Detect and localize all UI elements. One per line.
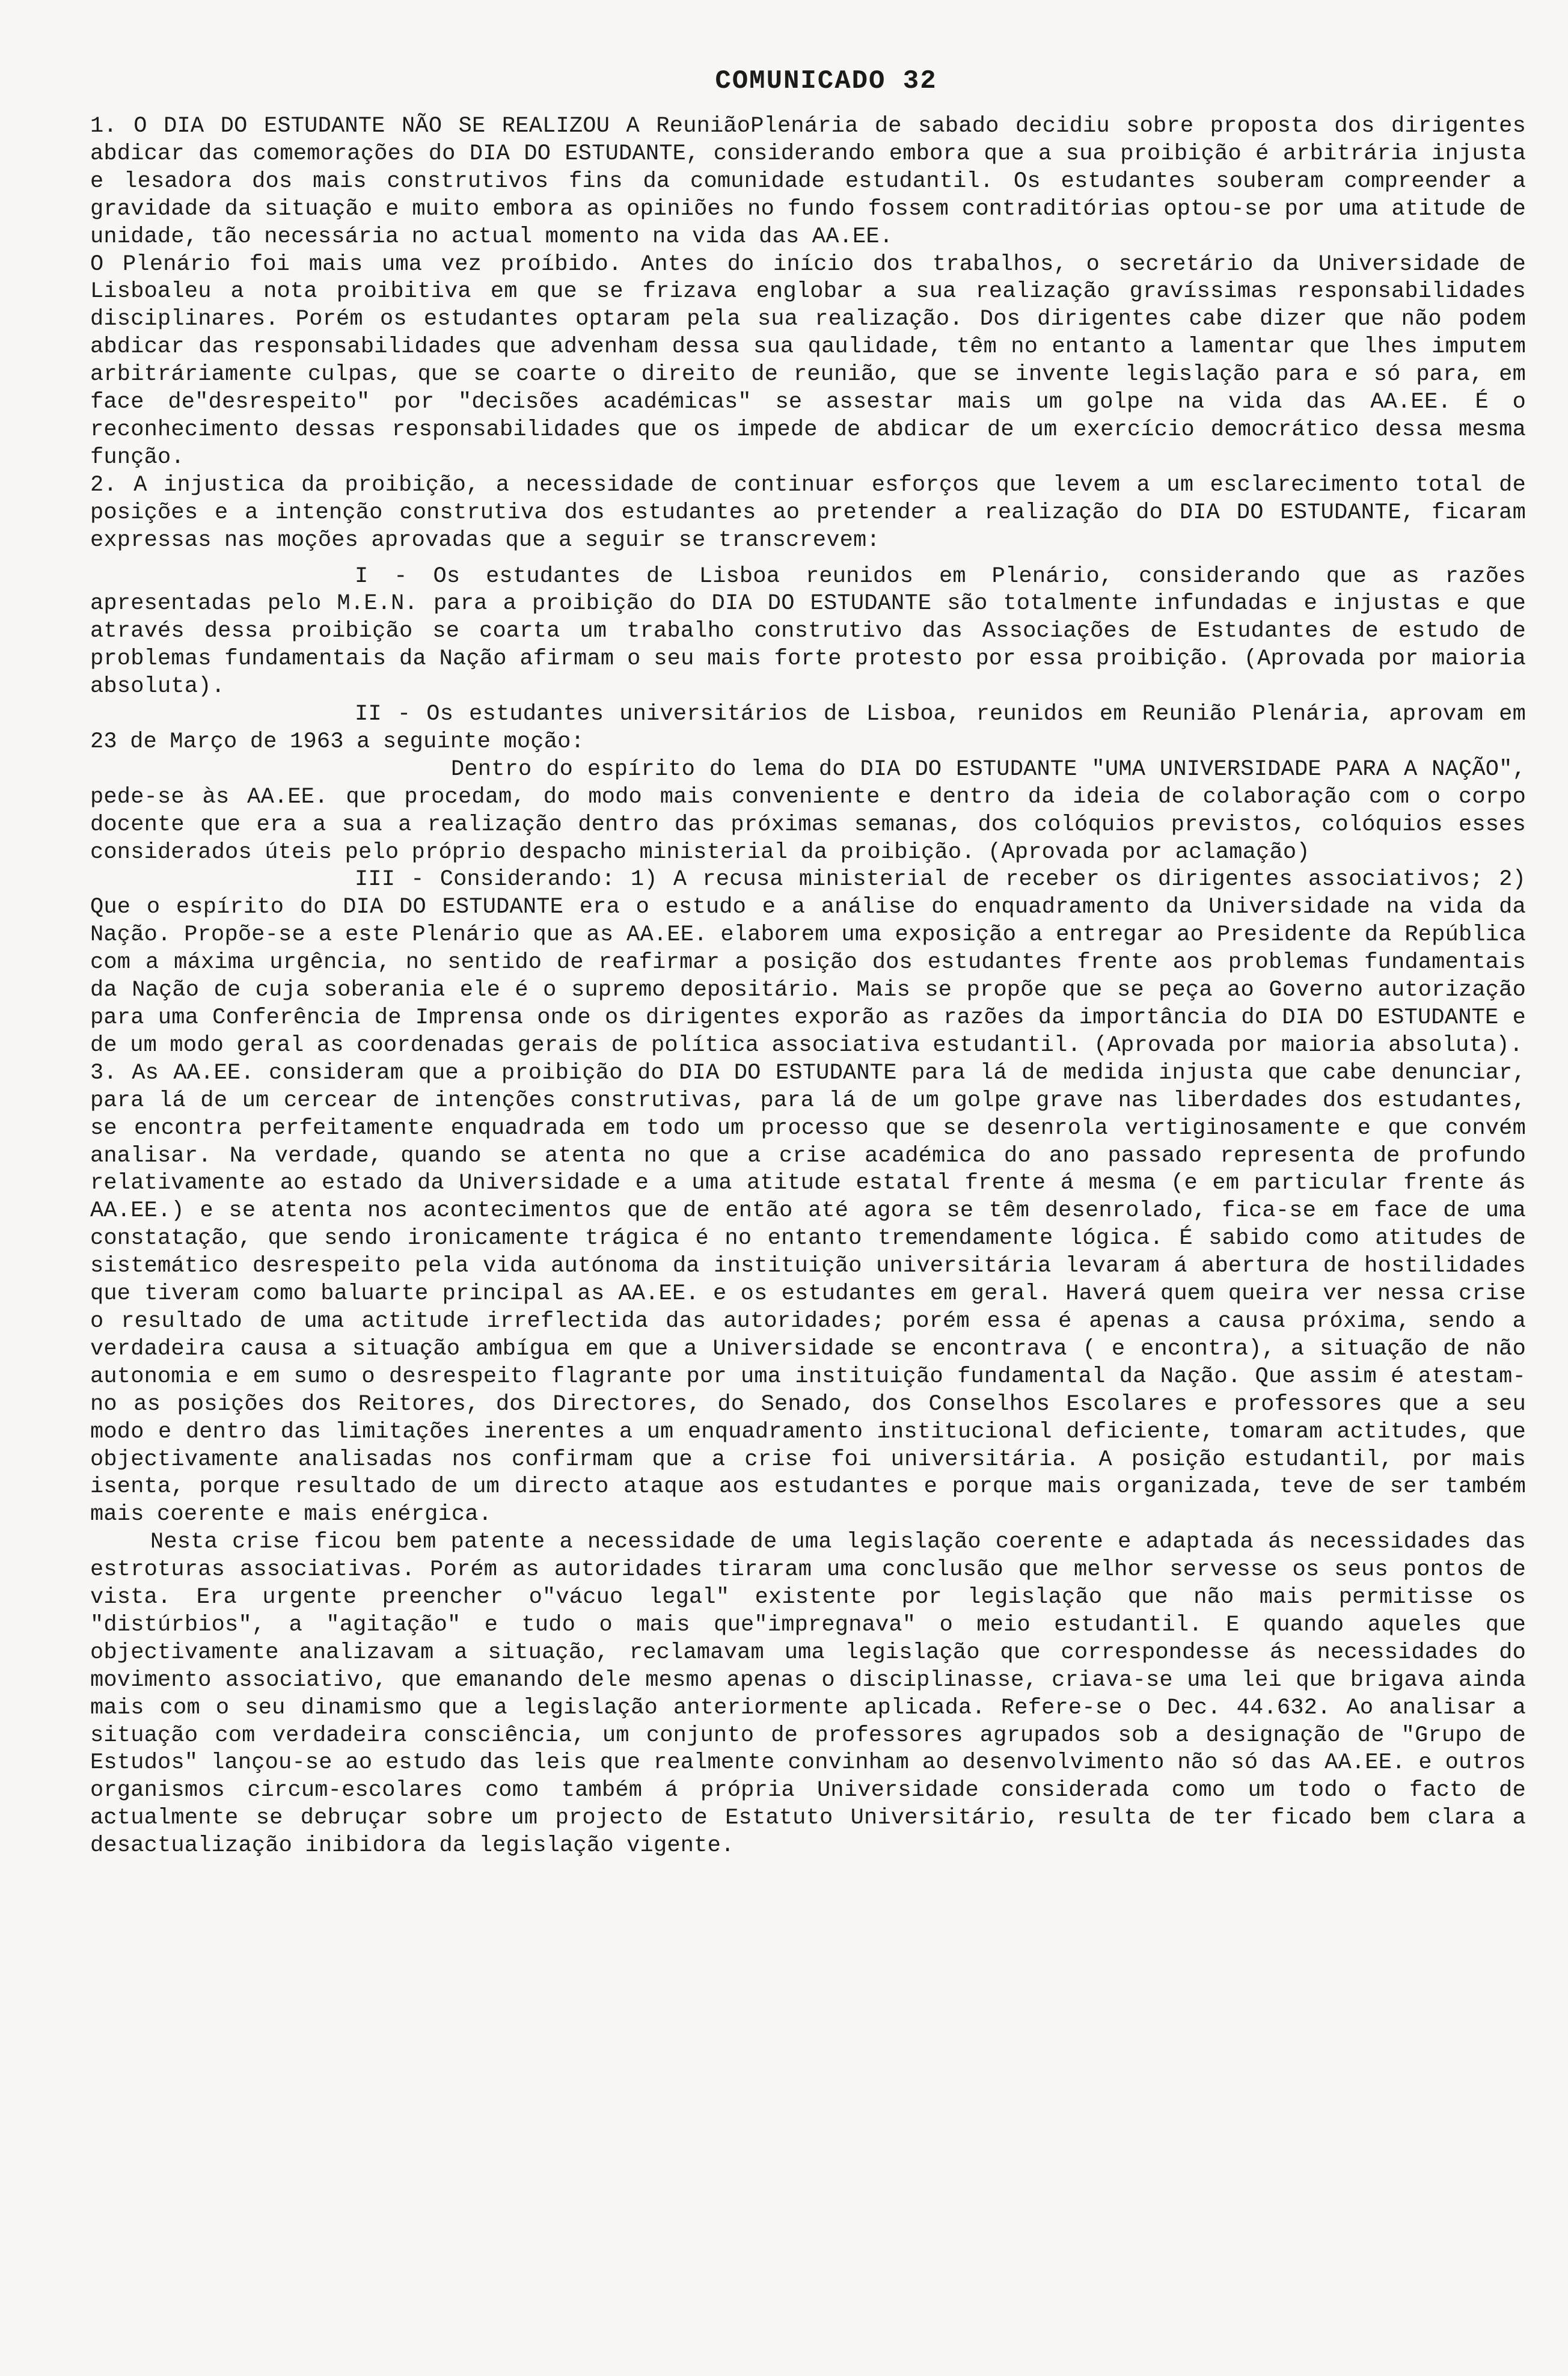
motion-2-text: Dentro do espírito do lema do DIA DO ESTUDANTE "UMA UNIVERSIDADE PARA A NAÇÃO", pede-se às AA.EE. que procedam, do modo mais conveniente e dentro da ideia de colaboração com o corpo docente que era a sua a realização dentro das próximas semanas, dos colóquios previstos, colóquios esses considerados úteis pelo próprio despacho ministerial da proibição. (Aprovada por aclamação) (90, 756, 1526, 865)
paragraph-4: 3. As AA.EE. consideram que a proibição do DIA DO ESTUDANTE para lá de medida injusta que cabe denunciar, para lá de um cercear de intenções construtivas, para lá de um golpe grave nas liberdades dos estudantes, se encontra perfeitamente enquadrada em todo um processo que se desenrola vertiginosamente e que convém analisar. Na verdade, quando se atenta no que a crise académica do ano passado representa de profundo relativamente ao estado da Universidade e a uma atitude estatal frente á mesma (e em particular frente ás AA.EE.) e se atenta nos acontecimentos que de então até agora se têm desenrolado, fica-se em face de uma constatação, que sendo ironicamente trágica é no entanto tremendamente lógica. É sabido como atitudes de sistemático desrespeito pela vida autónoma da instituição universitária levaram á abertura de hostilidades que tiveram como baluarte principal as AA.EE. e os estudantes em geral. Haverá quem queira ver nessa crise o resultado de uma actitude irreflectida das autoridades; porém essa é apenas a causa próxima, sendo a verdadeira causa a situação ambígua em que a Universidade se encontrava ( e encontra), a situação de não autonomia e em sumo o desrespeito flagrante por uma instituição fundamental da Nação. Que assim é atestam-no as posições dos Reitores, dos Directores, do Senado, dos Conselhos Escolares e professores que a seu modo e dentro das limitações inerentes a um enquadramento institucional deficiente, tomaram actitudes, que objectivamente analisadas nos confirmam que a crise foi universitária. A posição estudantil, por mais isenta, porque resultado de um directo ataque aos estudantes e porque mais organizada, teve de ser também mais coerente e mais enérgica. (90, 1060, 1526, 1528)
paragraph-1: 1. O DIA DO ESTUDANTE NÃO SE REALIZOU A ReuniãoPlenária de sabado decidiu sobre proposta dos dirigentes abdicar das comemorações do DIA DO ESTUDANTE, considerando embora que a sua proibição é arbitrária injusta e lesadora dos mais construtivos fins da comunidade estudantil. Os estudantes souberam compreender a gravidade da situação e muito embora as opiniões no fundo fossem contraditórias optou-se por uma atitude de unidade, tão necessária no actual momento na vida das AA.EE. (90, 114, 1526, 250)
paragraph-2: O Plenário foi mais uma vez proíbido. Antes do início dos trabalhos, o secretário da Universidade de Lisboaleu a nota proibitiva em que se frizava englobar a sua realização gravíssimas responsabilidades disciplinares. Porém os estudantes optaram pela sua realização. Dos dirigentes cabe dizer que não podem abdicar das responsabilidades que advenham dessa sua qaulidade, têm no entanto a lamentar que lhes imputem arbitráriamente culpas, que se coarte o direito de reunião, que se invente legislação para e só para, em face de"desrespeito" por "decisões académicas" se assestar mais um golpe na vida das AA.EE. É o reconhecimento dessas responsabilidades que os impede de abdicar de um exercício democrático dessa mesma função. (90, 251, 1526, 470)
motion-1: I - Os estudantes de Lisboa reunidos em Plenário, considerando que as razões apresentadas pelo M.E.N. para a proibição do DIA DO ESTUDANTE são totalmente infundadas e injustas e que através dessa proibição se coarta um trabalho construtivo das Associações de Estudantes de estudo de problemas fundamentais da Nação afirmam o seu mais forte protesto por essa proibição. (Aprovada por maioria absoluta). (90, 563, 1526, 700)
paragraph-5: Nesta crise ficou bem patente a necessidade de uma legislação coerente e adaptada ás necessidades das estroturas associativas. Porém as autoridades tiraram uma conclusão que melhor servesse os seus pontos de vista. Era urgente preencher o"vácuo legal" existente por legislação que não mais permitisse os "distúrbios", a "agitação" e tudo o mais que"impregnava" o meio estudantil. E quando aqueles que objectivamente analizavam a situação, reclamavam uma legislação que correspondesse ás necessidades do movimento associativo, que emanando dele mesmo apenas o disciplinasse, criava-se uma lei que brigava ainda mais com o seu dinamismo que a legislação anteriormente aplicada. Refere-se o Dec. 44.632. Ao analisar a situação com verdadeira consciência, um conjunto de professores agrupados sob a designação de "Grupo de Estudos" lançou-se ao estudo das leis que realmente convinham ao desenvolvimento não só das AA.EE. e outros organismos circum-escolares como também á própria Universidade considerada como um todo o facto de actualmente se debruçar sobre um projecto de Estatuto Universitário, resulta de ter ficado bem clara a desactualização inibidora da legislação vigente. (90, 1529, 1526, 1859)
motion-3: III - Considerando: 1) A recusa ministerial de receber os dirigentes associativos; 2) Que o espírito do DIA DO ESTUDANTE era o estudo e a análise do enquadramento da Universidade na vida da Nação. Propõe-se a este Plenário que as AA.EE. elaborem uma exposição a entregar ao Presidente da República com a máxima urgência, no sentido de reafirmar a posição dos estudantes frente aos problemas fundamentais da Nação de cuja soberania ele é o supremo depositário. Mais se propõe que se peça ao Governo autorização para uma Conferência de Imprensa onde os dirigentes exporão as razões da importância do DIA DO ESTUDANTE e de um modo geral as coordenadas gerais de política associativa estudantil. (Aprovada por maioria absoluta). (90, 867, 1526, 1058)
page-title: COMUNICADO 32 (715, 66, 937, 96)
motion-2: II - Os estudantes universitários de Lisboa, reunidos em Reunião Plenária, aprovam em 23 de Março de 1963 a seguinte moção: (90, 702, 1526, 755)
paragraph-3: 2. A injustica da proibição, a necessidade de continuar esforços que levem a um esclarecimento total de posições e a intenção construtiva dos estudantes ao pretender a realização do DIA DO ESTUDANTE, ficaram expressas nas moções aprovadas que a seguir se transcrevem: (90, 472, 1526, 553)
